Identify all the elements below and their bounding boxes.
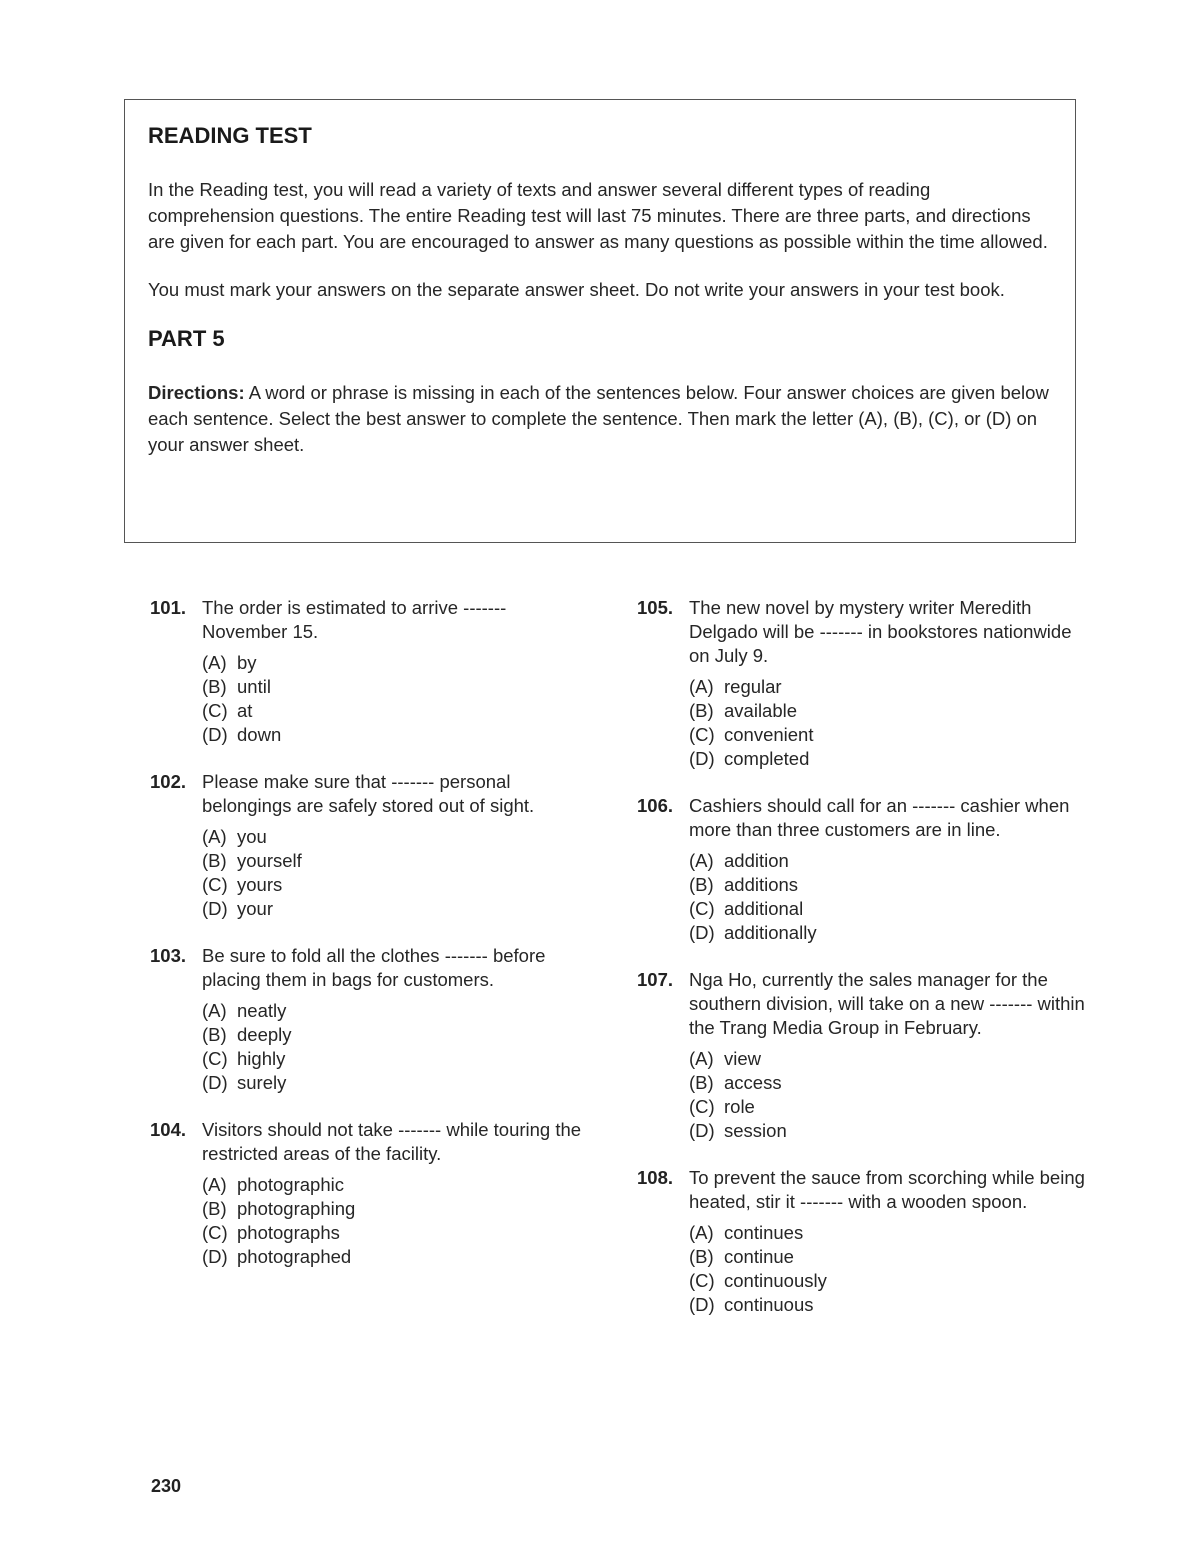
option-letter: (D) [202, 724, 228, 745]
option-letter: (D) [689, 1294, 715, 1315]
question-number: 104. [150, 1119, 187, 1140]
option-letter: (C) [689, 898, 715, 919]
questions-left-column [150, 596, 590, 1269]
option-c [689, 1095, 1087, 1119]
option-letter: (D) [689, 922, 715, 943]
option-letter: (B) [689, 1072, 714, 1093]
option-text: highly [237, 1048, 286, 1069]
option-letter: (C) [202, 1222, 228, 1243]
question-text: The order is estimated to arrive ------- November 15. [202, 597, 507, 642]
answer-options [202, 825, 590, 921]
option-letter: (A) [202, 826, 227, 847]
option-a [202, 999, 590, 1023]
option-text: continue [724, 1246, 794, 1267]
option-text: until [237, 676, 271, 697]
answer-options [689, 675, 1087, 771]
option-letter: (B) [689, 700, 714, 721]
question-number: 101. [150, 597, 187, 618]
option-text: yours [237, 874, 283, 895]
question-106 [637, 794, 1087, 945]
directions-paragraph [148, 380, 1053, 458]
question-number: 105. [637, 597, 674, 618]
option-c [202, 1221, 590, 1245]
option-letter: (A) [202, 1000, 227, 1021]
option-text: continuously [724, 1270, 827, 1291]
option-a [689, 1221, 1087, 1245]
option-text: photographed [237, 1246, 352, 1267]
option-a [689, 675, 1087, 699]
option-letter: (A) [689, 1048, 714, 1069]
reading-test-intro-box [124, 99, 1076, 543]
option-d [202, 723, 590, 747]
option-text: at [237, 700, 253, 721]
option-d [202, 897, 590, 921]
question-107 [637, 968, 1087, 1143]
option-text: available [724, 700, 798, 721]
option-letter: (B) [202, 1024, 227, 1045]
option-letter: (C) [202, 700, 228, 721]
option-c [202, 1047, 590, 1071]
option-text: by [237, 652, 257, 673]
answer-options [202, 1173, 590, 1269]
question-text: To prevent the sauce from scorching while being heated, stir it ------- with a wooden spoon. [689, 1167, 1085, 1212]
directions-label: Directions: [148, 382, 245, 403]
option-text: your [237, 898, 273, 919]
question-text: Please make sure that ------- personal belongings are safely stored out of sight. [202, 771, 535, 816]
intro-paragraph-1: In the Reading test, you will read a variety of texts and answer several different types of reading comprehension questions. The entire Reading test will last 75 minutes. There are three parts, and directions are given for each part. You are encouraged to answer as many questions as possible within the time allowed. [148, 179, 1048, 252]
option-a [202, 825, 590, 849]
option-letter: (D) [202, 1246, 228, 1267]
question-101 [150, 596, 590, 747]
option-letter: (A) [689, 676, 714, 697]
question-number: 108. [637, 1167, 674, 1188]
option-c [202, 873, 590, 897]
question-text: The new novel by mystery writer Meredith Delgado will be ------- in bookstores nationwide on July 9. [689, 597, 1072, 666]
option-text: additions [724, 874, 799, 895]
option-a [202, 651, 590, 675]
option-letter: (D) [202, 1072, 228, 1093]
option-d [689, 921, 1087, 945]
intro-paragraph-2: You must mark your answers on the separate answer sheet. Do not write your answers in your test book. [148, 279, 1005, 300]
option-text: you [237, 826, 267, 847]
option-a [689, 1047, 1087, 1071]
question-text: Nga Ho, currently the sales manager for the southern division, will take on a new ------- within the Trang Media Group in February. [689, 969, 1085, 1038]
option-letter: (B) [202, 850, 227, 871]
option-letter: (A) [202, 1174, 227, 1195]
part-title: PART 5 [148, 326, 225, 351]
option-text: convenient [724, 724, 814, 745]
question-text: Visitors should not take ------- while touring the restricted areas of the facility. [202, 1119, 582, 1164]
answer-options [689, 849, 1087, 945]
option-letter: (C) [689, 1096, 715, 1117]
option-text: completed [724, 748, 810, 769]
option-text: yourself [237, 850, 302, 871]
answer-options [689, 1047, 1087, 1143]
question-105 [637, 596, 1087, 771]
option-text: view [724, 1048, 762, 1069]
option-b [689, 1245, 1087, 1269]
option-d [689, 1293, 1087, 1317]
option-text: neatly [237, 1000, 287, 1021]
option-text: continuous [724, 1294, 814, 1315]
option-text: access [724, 1072, 782, 1093]
question-text: Cashiers should call for an ------- cashier when more than three customers are in line. [689, 795, 1070, 840]
questions-right-column [637, 596, 1087, 1317]
option-letter: (A) [202, 652, 227, 673]
option-letter: (D) [689, 748, 715, 769]
option-letter: (C) [202, 1048, 228, 1069]
option-text: surely [237, 1072, 287, 1093]
option-b [202, 1023, 590, 1047]
option-c [689, 723, 1087, 747]
question-108 [637, 1166, 1087, 1317]
option-a [202, 1173, 590, 1197]
reading-test-title: READING TEST [148, 123, 312, 148]
option-letter: (B) [202, 1198, 227, 1219]
option-letter: (B) [202, 676, 227, 697]
option-text: photographs [237, 1222, 340, 1243]
answer-options [202, 999, 590, 1095]
question-number: 106. [637, 795, 674, 816]
option-letter: (A) [689, 850, 714, 871]
option-text: session [724, 1120, 787, 1141]
option-letter: (D) [202, 898, 228, 919]
question-103 [150, 944, 590, 1095]
question-number: 103. [150, 945, 187, 966]
question-number: 107. [637, 969, 674, 990]
option-letter: (C) [689, 724, 715, 745]
option-b [202, 1197, 590, 1221]
option-text: down [237, 724, 282, 745]
option-text: photographic [237, 1174, 344, 1195]
option-text: additionally [724, 922, 817, 943]
option-c [689, 1269, 1087, 1293]
page-number: 230 [151, 1476, 182, 1496]
question-text: Be sure to fold all the clothes ------- before placing them in bags for customers. [202, 945, 546, 990]
option-b [202, 675, 590, 699]
directions-text: A word or phrase is missing in each of the sentences below. Four answer choices are given below each sentence. Select the best answer to complete the sentence. Then mark the letter (A), (B), (C), or (D) on your answer sheet. [148, 382, 1049, 455]
question-102 [150, 770, 590, 921]
option-d [202, 1071, 590, 1095]
option-letter: (B) [689, 1246, 714, 1267]
option-d [689, 747, 1087, 771]
option-b [689, 873, 1087, 897]
option-c [202, 699, 590, 723]
option-text: regular [724, 676, 782, 697]
option-b [202, 849, 590, 873]
option-c [689, 897, 1087, 921]
option-text: continues [724, 1222, 804, 1243]
option-letter: (A) [689, 1222, 714, 1243]
option-d [202, 1245, 590, 1269]
option-letter: (D) [689, 1120, 715, 1141]
answer-options [202, 651, 590, 747]
option-letter: (C) [202, 874, 228, 895]
answer-options [689, 1221, 1087, 1317]
option-text: role [724, 1096, 755, 1117]
option-d [689, 1119, 1087, 1143]
option-b [689, 699, 1087, 723]
option-text: addition [724, 850, 789, 871]
question-104 [150, 1118, 590, 1269]
option-text: photographing [237, 1198, 356, 1219]
option-letter: (B) [689, 874, 714, 895]
option-b [689, 1071, 1087, 1095]
question-number: 102. [150, 771, 187, 792]
option-text: deeply [237, 1024, 292, 1045]
option-text: additional [724, 898, 804, 919]
option-letter: (C) [689, 1270, 715, 1291]
option-a [689, 849, 1087, 873]
